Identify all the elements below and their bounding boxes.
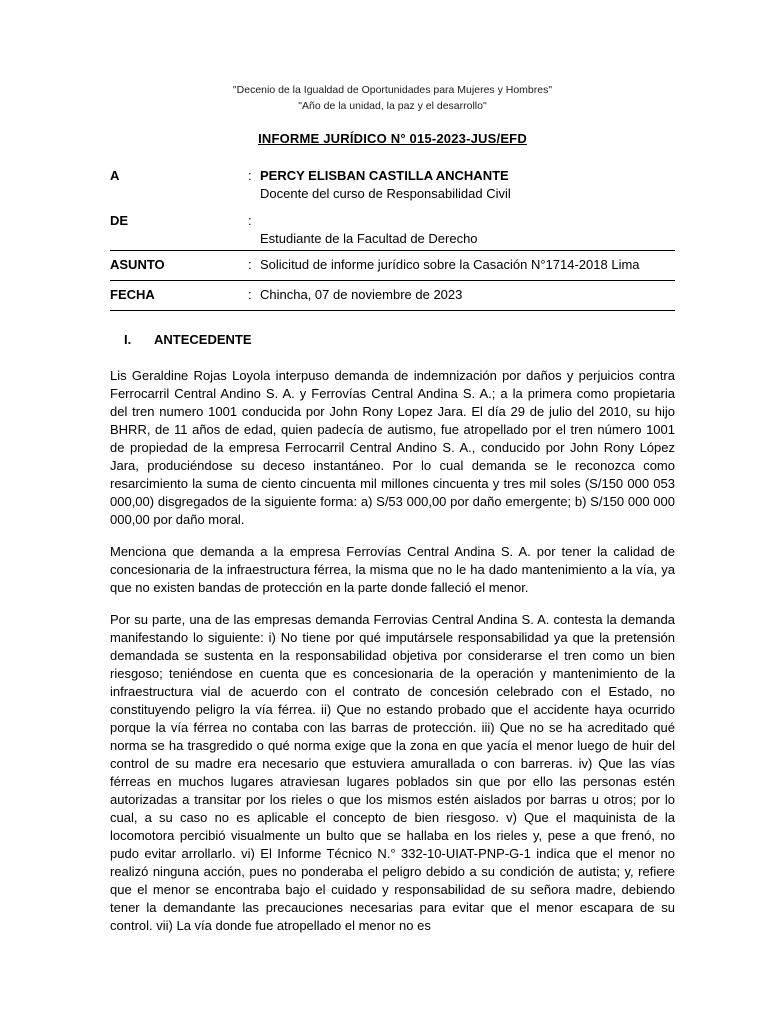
meta-colon: : xyxy=(248,257,252,272)
meta-table xyxy=(110,167,675,311)
header-quote-decenio: "Decenio de la Igualdad de Oportunidades para Mujeres y Hombres" xyxy=(232,84,553,96)
meta-row-asunto xyxy=(110,251,675,281)
subject-text: Solicitud de informe jurídico sobre la Casación N°1714-2018 Lima xyxy=(260,257,640,272)
meta-value-de xyxy=(260,212,675,248)
meta-label-a: A xyxy=(110,168,120,183)
meta-value-asunto xyxy=(260,256,675,274)
section-heading xyxy=(110,332,675,347)
header-quotes xyxy=(110,82,675,114)
paragraph-antecedente-1: Lis Geraldine Rojas Loyola interpuso demanda de indemnización por daños y perjuicios contra Ferrocarril Central Andino S. A. y Ferrovías Central Andina S. A.; a la primera como propietaria del tren numero 1001 conducida por John Rony Lopez Jara. El día 29 de julio del 2010, su hijo BHRR, de 11 años de edad, quien padecía de autismo, fue atropellado por el tren número 1001 de propiedad de la empresa Ferrocarril Central Andino S. A., conducido por John Rony López Jara, produciéndose su deceso instantáneo. Por lo cual demanda se le reconozca como resarcimiento la suma de ciento cincuenta mil millones cincuenta y tres mil soles (S/150 000 053 000,00) disgregados de la siguiente forma: a) S/53 000,00 por daño emergente; b) S/150 000 000 000,00 por daño moral. xyxy=(110,368,675,527)
header-quote-anio: "Año de la unidad, la paz y el desarrollo" xyxy=(298,100,487,112)
meta-value-fecha xyxy=(260,286,675,304)
meta-label-fecha: FECHA xyxy=(110,287,155,302)
meta-row-a xyxy=(110,167,675,212)
meta-row-fecha xyxy=(110,281,675,311)
date-text: Chincha, 07 de noviembre de 2023 xyxy=(260,287,463,302)
section-title: ANTECEDENTE xyxy=(154,332,252,347)
meta-colon: : xyxy=(248,287,252,302)
section-number: I. xyxy=(124,332,132,347)
meta-colon: : xyxy=(248,213,252,228)
document-body xyxy=(110,367,675,935)
meta-label-asunto: ASUNTO xyxy=(110,257,165,272)
sender-role: Estudiante de la Facultad de Derecho xyxy=(260,231,478,246)
sender-name-blank xyxy=(260,212,675,230)
document-title: INFORME JURÍDICO N° 015-2023-JUS/EFD xyxy=(258,131,527,146)
recipient-name: PERCY ELISBAN CASTILLA ANCHANTE xyxy=(260,168,509,183)
meta-label-de: DE xyxy=(110,213,129,228)
meta-colon: : xyxy=(248,168,252,183)
meta-row-de xyxy=(110,212,675,251)
paragraph-antecedente-3: Por su parte, una de las empresas demanda Ferrovias Central Andina S. A. contesta la demanda manifestando lo siguiente: i) No tiene por qué imputársele responsabilidad ya que la pretensión demandada se sustenta en la responsabilidad objetiva por considerarse el tren como un bien riesgoso; teniéndose en cuenta que es concesionaria de la operación y mantenimiento de la infraestructura vial de acuerdo con el contrato de concesión celebrado con el Estado, no constituyendo peligro la vía férrea. ii) Que no estando probado que el accidente haya ocurrido porque la vía férrea no contaba con las barras de protección. iii) Que no se ha acreditado qué norma se ha trasgredido o qué norma exige que la zona en que yacía el menor luego de huir del control de su madre era necesario que estuviera amurallada o con barreras. iv) Que las vías férreas en muchos lugares atraviesan lugares poblados sin que por ello las personas estén autorizadas a transitar por los rieles o que los mismos estén aislados por barras u otros; por lo cual, a su caso no es aplicable el concepto de bien riesgoso. v) Que el maquinista de la locomotora percibió visualmente un bulto que se hallaba en los rieles y, pese a que frenó, no pudo evitar arrollarlo. vi) El Informe Técnico N.° 332-10-UIAT-PNP-G-1 indica que el menor no realizó ninguna acción, pues no ponderaba el peligro debido a su condición de autista; y, refiere que el menor se encontraba bajo el cuidado y responsabilidad de su señora madre, debiendo tener la demandante las precauciones necesarias para evitar que el menor escapara de su control. vii) La vía donde fue atropellado el menor no es xyxy=(110,612,675,933)
recipient-role: Docente del curso de Responsabilidad Civil xyxy=(260,186,511,201)
paragraph-antecedente-2: Menciona que demanda a la empresa Ferrovías Central Andina S. A. por tener la calidad de concesionaria de la infraestructura férrea, la misma que no le ha dado mantenimiento a la vía, ya que no existen bandas de protección en la parte donde falleció el menor. xyxy=(110,544,675,595)
meta-value-a xyxy=(260,167,675,203)
